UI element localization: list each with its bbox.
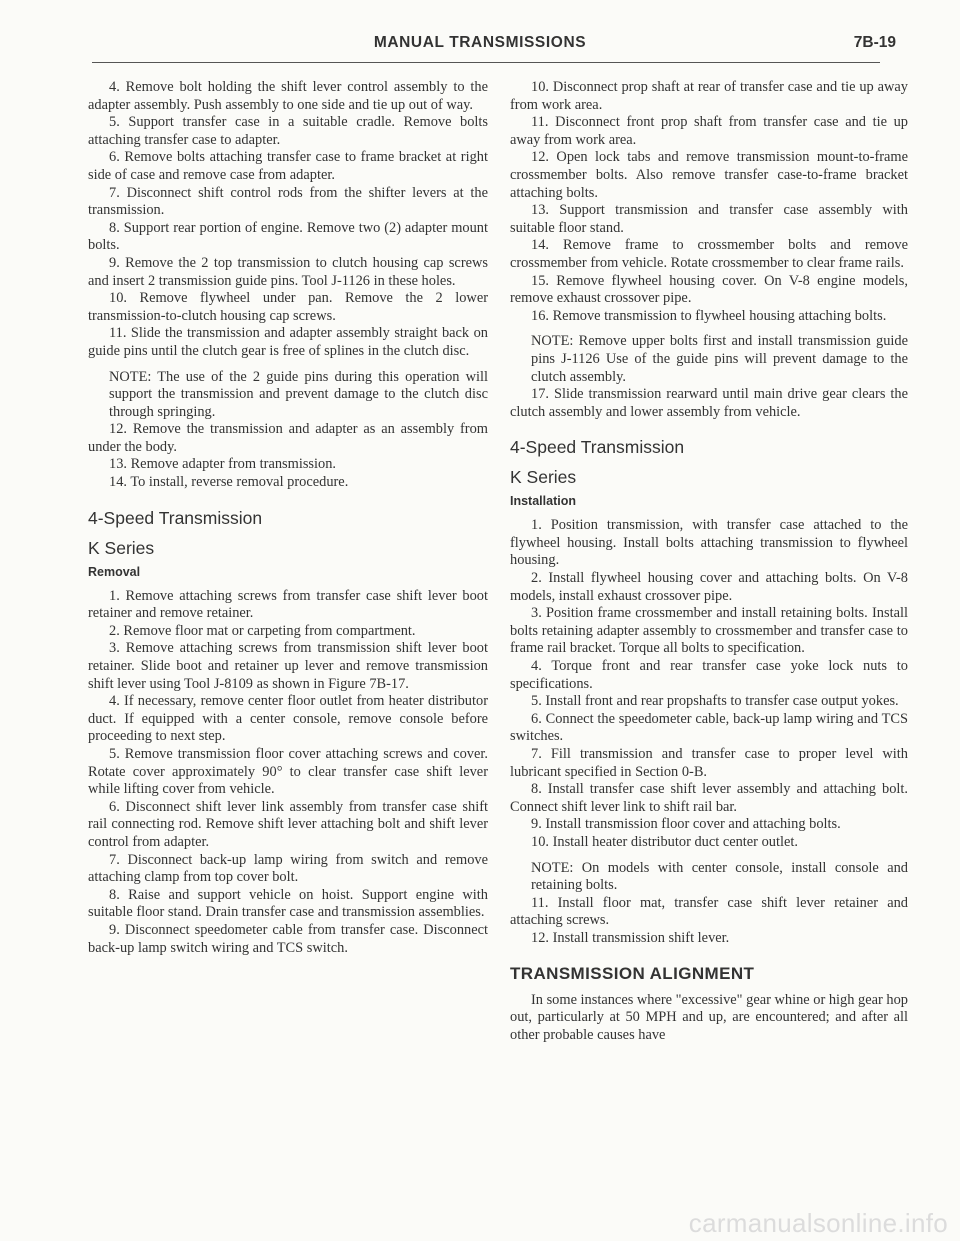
list-item: 2. Install flywheel housing cover and attaching bolts. On V-8 models, install exhaust crossover pipe.: [510, 570, 908, 604]
alignment-heading: TRANSMISSION ALIGNMENT: [510, 963, 755, 983]
list-item: 11. Install floor mat, transfer case shift lever retainer and attaching screws.: [510, 894, 908, 929]
list-item: 1. Position transmission, with transfer case attached to the flywheel housing. Install bolts attaching transmission to flywheel housing.: [510, 517, 908, 569]
list-item: 8. Raise and support vehicle on hoist. Support engine with suitable floor stand. Drain transfer case and transmission assemblies.: [88, 886, 488, 921]
watermark: carmanualsonline.info: [688, 1208, 948, 1238]
console-note: NOTE: On models with center console, install console and retaining bolts.: [531, 859, 908, 894]
list-item: 4. If necessary, remove center floor outlet from heater distributor duct. If equipped with a center console, remove console before proceeding to next step.: [88, 693, 488, 745]
guide-pins-note: NOTE: Remove upper bolts first and install transmission guide pins J-1126 Use of the guide pins will prevent damage to the clutch assembly.: [531, 333, 908, 385]
list-item: 7. Fill transmission and transfer case to proper level with lubricant specified in Section 0-B.: [510, 746, 908, 780]
list-item: 7. Disconnect shift control rods from the shifter levers at the transmission.: [88, 184, 488, 219]
page-number: 7B-19: [853, 34, 896, 51]
removal-steps-continued-list: [510, 79, 908, 325]
list-item: 13. Support transmission and transfer case assembly with suitable floor stand.: [510, 202, 908, 236]
page-header: [0, 34, 960, 64]
list-item: 6. Connect the speedometer cable, back-up lamp wiring and TCS switches.: [510, 710, 908, 745]
list-item: 12. Install transmission shift lever.: [531, 929, 730, 946]
list-item: 11. Slide the transmission and adapter assembly straight back on guide pins until the clutch gear is free of splines in the clutch disc.: [88, 325, 488, 359]
list-item: 9. Disconnect speedometer cable from transfer case. Disconnect back-up lamp switch wiring and TCS switch.: [88, 921, 488, 956]
list-item: 1. Remove attaching screws from transfer case shift lever boot retainer and remove retainer.: [88, 587, 488, 622]
series-heading: K Series: [510, 467, 577, 488]
left-column: [88, 79, 488, 957]
list-item: 6. Remove bolts attaching transfer case to frame bracket at right side of case and remove case from adapter.: [88, 149, 488, 183]
list-item: 14. To install, reverse removal procedure.: [109, 474, 349, 491]
guide-pins-note: NOTE: The use of the 2 guide pins during this operation will support the transmission and prevent damage to the clutch disc through springing.: [109, 368, 488, 420]
list-item: 17. Slide transmission rearward until main drive gear clears the clutch assembly and lower assembly from vehicle.: [510, 386, 908, 420]
list-item: 2. Remove floor mat or carpeting from compartment.: [109, 622, 416, 639]
alignment-paragraph: In some instances where "excessive" gear whine or high gear hop out, particularly at 50 MPH and up, are encountered; and after all other probable causes have: [510, 991, 908, 1043]
list-item: 6. Disconnect shift lever link assembly from transfer case shift rail connecting rod. Remove shift lever attaching bolt and shift lever control from adapter.: [88, 798, 488, 850]
list-item: 11. Disconnect front prop shaft from transfer case and tie up away from work area.: [510, 114, 908, 148]
list-item: 14. Remove frame to crossmember bolts and remove crossmember from vehicle. Rotate crossmember to clear frame rails.: [510, 237, 908, 271]
list-item: 16. Remove transmission to flywheel housing attaching bolts.: [531, 307, 887, 324]
list-item: 3. Remove attaching screws from transmission shift lever boot retainer. Slide boot and retainer up lever and remove transmission shift lever using Tool J-8109 as shown in Figure 7B-17.: [88, 640, 488, 692]
list-item: 13. Remove adapter from transmission.: [109, 456, 337, 473]
removal-steps-list: [88, 588, 488, 957]
section-heading: 4-Speed Transmission: [88, 507, 263, 528]
right-column: [510, 79, 908, 1044]
list-item: 5. Install front and rear propshafts to transfer case output yokes.: [531, 693, 899, 710]
intro-steps-list: [88, 79, 488, 361]
after-note-steps-list: [88, 421, 488, 491]
list-item: 12. Remove the transmission and adapter as an assembly from under the body.: [88, 421, 488, 455]
installation-steps-list: [510, 517, 908, 851]
list-item: 12. Open lock tabs and remove transmission mount-to-frame crossmember bolts. Also remove transfer case-to-frame bracket attaching bolts.: [510, 149, 908, 201]
list-item: 10. Disconnect prop shaft at rear of transfer case and tie up away from work area.: [510, 79, 908, 113]
section-heading: 4-Speed Transmission: [510, 437, 685, 458]
list-item: 5. Remove transmission floor cover attaching screws and cover. Rotate cover approximately 90° to clear transfer case shift lever while lifting cover from vehicle.: [88, 746, 488, 798]
page-title: MANUAL TRANSMISSIONS: [373, 34, 587, 51]
list-item: 15. Remove flywheel housing cover. On V-8 engine models, remove exhaust crossover pipe.: [510, 272, 908, 307]
list-item: 10. Install heater distributor duct center outlet.: [531, 833, 798, 850]
list-item: 4. Remove bolt holding the shift lever control assembly to the adapter assembly. Push assembly to one side and tie up out of way.: [88, 79, 488, 113]
list-item: 4. Torque front and rear transfer case yoke lock nuts to specifications.: [510, 658, 908, 692]
final-steps-list: [510, 895, 908, 948]
list-item: 9. Remove the 2 top transmission to clutch housing cap screws and insert 2 transmission guide pins. Tool J-1126 in these holes.: [88, 254, 488, 289]
list-item: 8. Install transfer case shift lever assembly and attaching bolt. Connect shift lever link to shift rail bar.: [510, 781, 908, 815]
list-item: 7. Disconnect back-up lamp wiring from switch and remove attaching clamp from top cover bolt.: [88, 851, 488, 886]
header-rule: [92, 62, 880, 63]
sub-heading: Installation: [510, 494, 576, 509]
series-heading: K Series: [88, 537, 155, 558]
list-item: 5. Support transfer case in a suitable cradle. Remove bolts attaching transfer case to adapter.: [88, 114, 488, 148]
list-item: 10. Remove flywheel under pan. Remove the 2 lower transmission-to-clutch housing cap screws.: [88, 290, 488, 324]
list-item: 8. Support rear portion of engine. Remove two (2) adapter mount bolts.: [88, 219, 488, 254]
list-item: 9. Install transmission floor cover and attaching bolts.: [531, 816, 841, 833]
sub-heading: Removal: [88, 564, 141, 579]
list-item: 3. Position frame crossmember and install retaining bolts. Install bolts retaining adapter assembly to crossmember and transfer case to frame rail bracket. Torque all bolts to specification.: [510, 605, 908, 657]
